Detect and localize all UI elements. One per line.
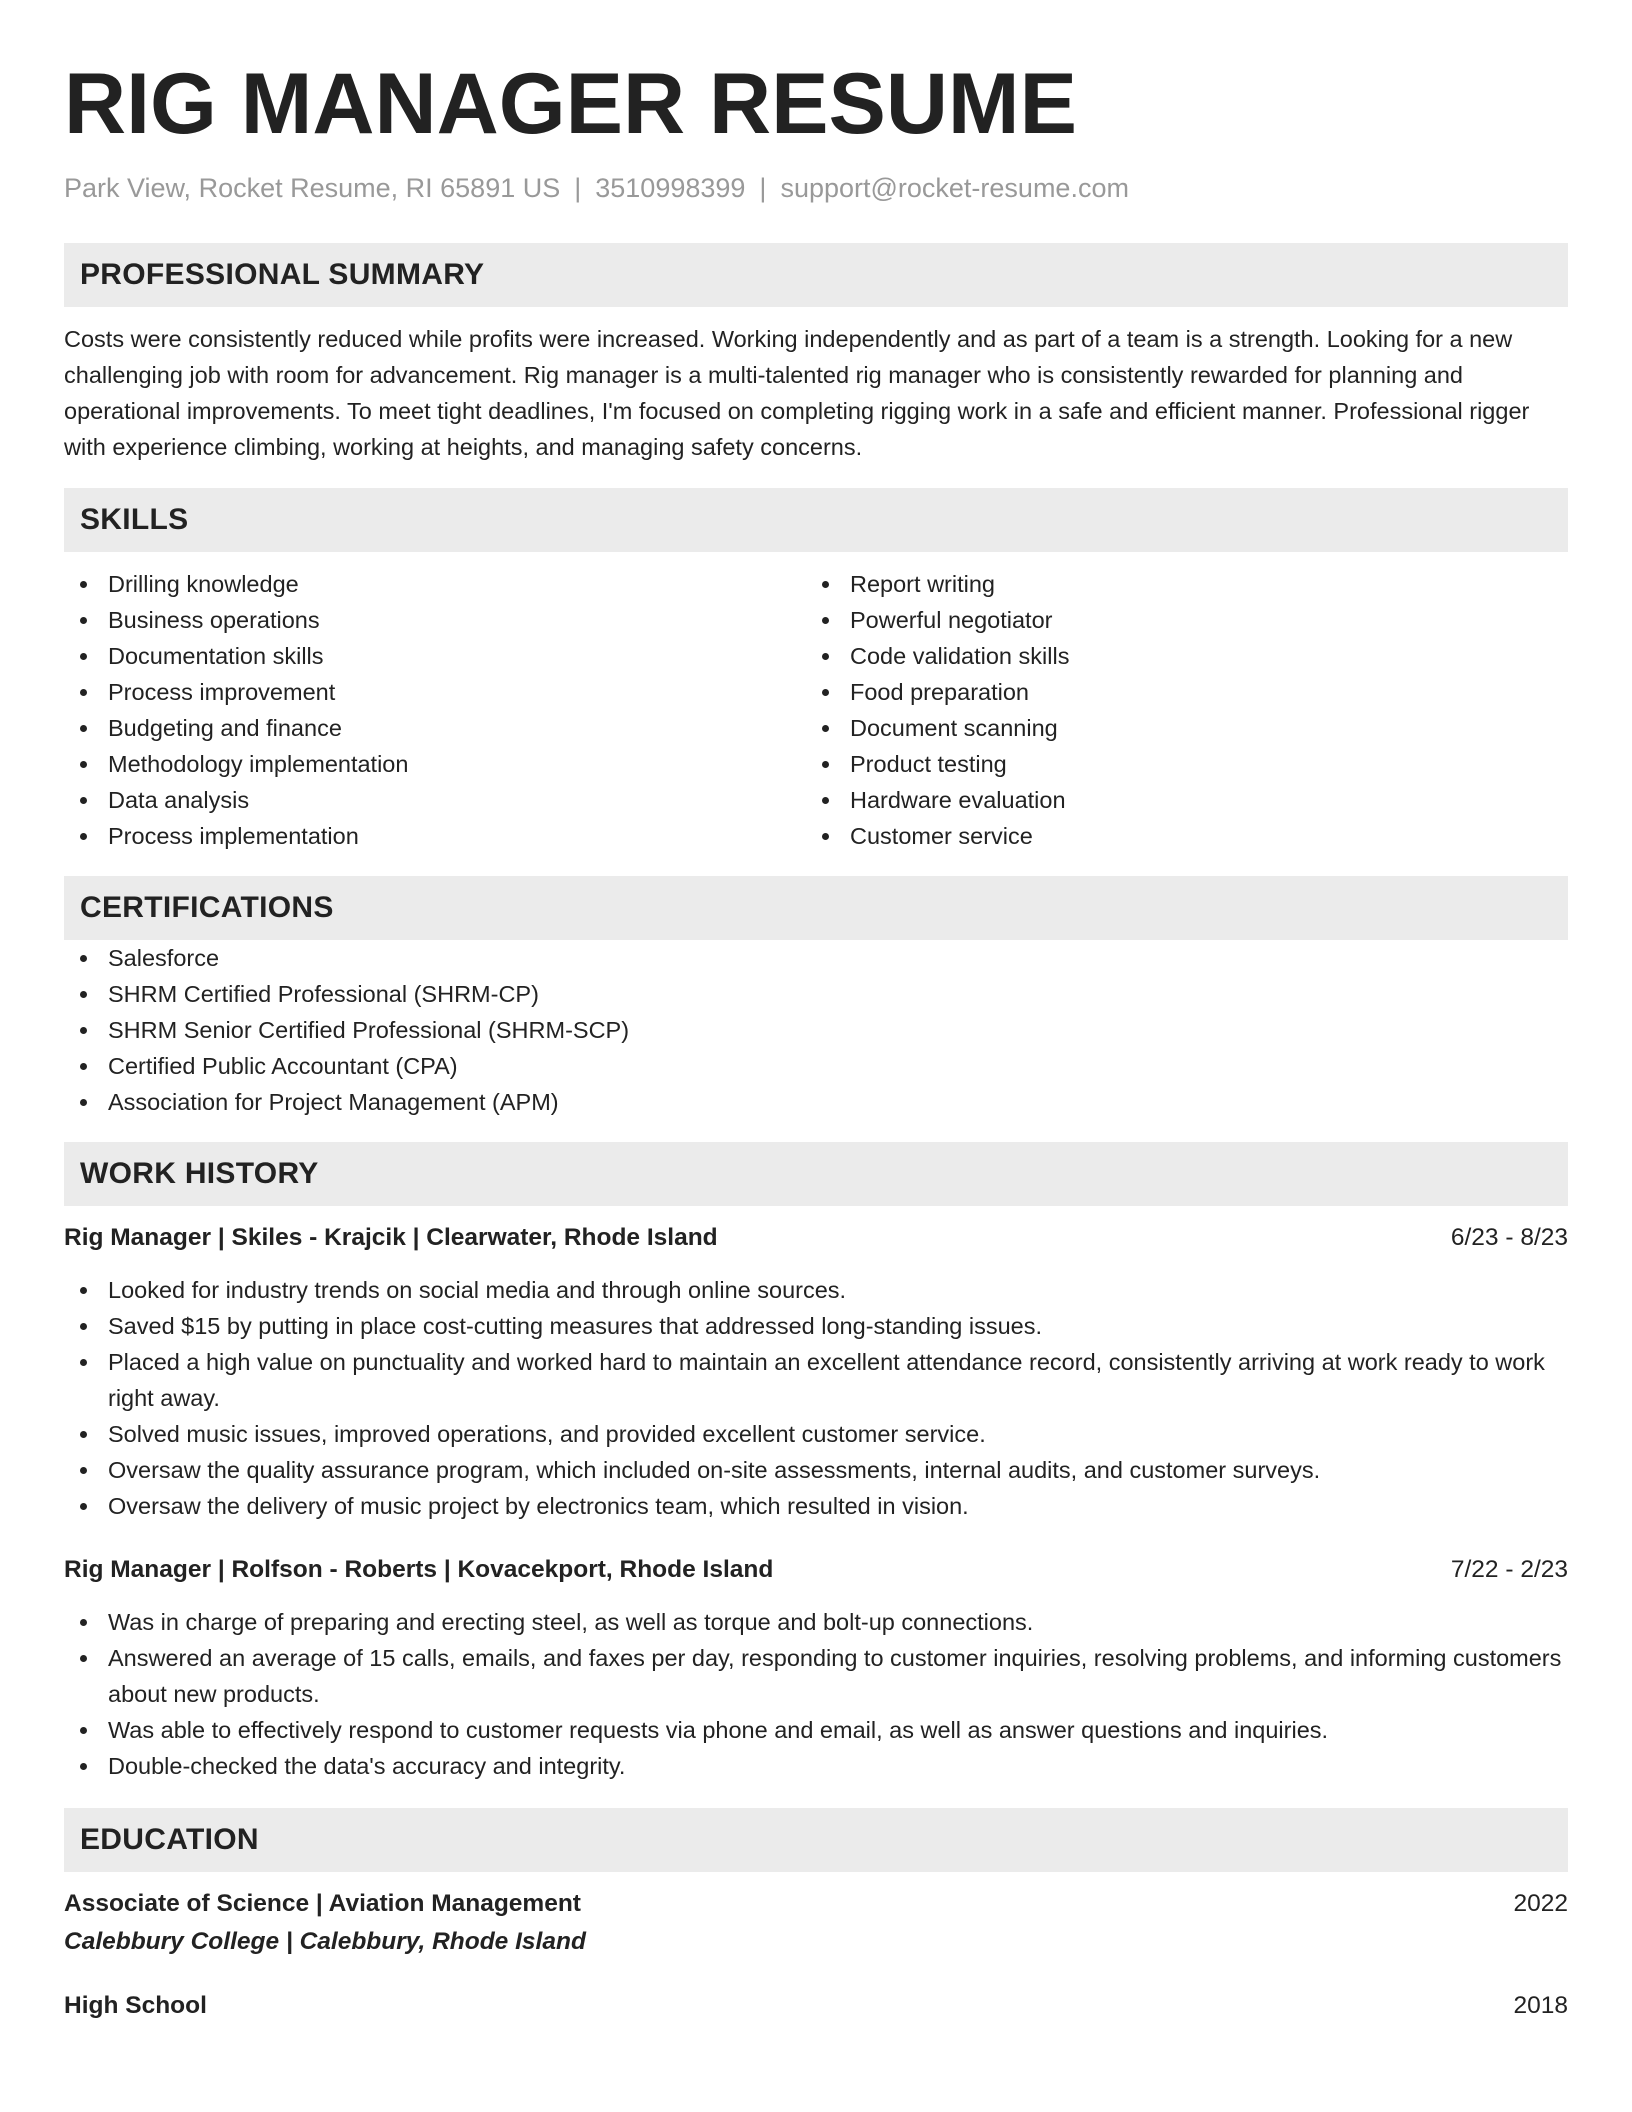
- job-bullet: Was in charge of preparing and erecting steel, as well as torque and bolt-up connections.: [64, 1604, 1568, 1640]
- skill-item: Hardware evaluation: [806, 782, 1548, 818]
- skill-item: Food preparation: [806, 674, 1548, 710]
- certification-item: Certified Public Accountant (CPA): [64, 1048, 1568, 1084]
- job-header: [64, 1220, 1568, 1256]
- skill-item: Document scanning: [806, 710, 1548, 746]
- contact-separator: |: [574, 173, 582, 203]
- education-degree: High School: [64, 1992, 207, 2019]
- skill-item: Code validation skills: [806, 638, 1548, 674]
- contact-separator: |: [759, 173, 767, 203]
- contact-line: [64, 170, 1568, 206]
- job-bullet: Saved $15 by putting in place cost-cutting measures that addressed long-standing issues.: [64, 1308, 1568, 1344]
- skills-right-list: [806, 566, 1548, 854]
- education-entry: [64, 1988, 1568, 2024]
- resume-title: RIG MANAGER RESUME: [64, 56, 1077, 152]
- certification-item: SHRM Certified Professional (SHRM-CP): [64, 976, 1568, 1012]
- summary-text: Costs were consistently reduced while profits were increased. Working independently and as part of a team is a strength. Looking for a new challenging job with room for advancement. Rig manager is a multi-talented rig manager who is consistently rewarded for planning and operational improvements. To meet tight deadlines, I'm focused on completing rigging work in a safe and efficient manner. Professional rigger with experience climbing, working at heights, and managing safety concerns.: [64, 326, 1530, 460]
- job-bullet: Double-checked the data's accuracy and integrity.: [64, 1748, 1568, 1784]
- education-entry: [64, 1886, 1568, 1962]
- skill-item: Methodology implementation: [64, 746, 806, 782]
- job-header: [64, 1552, 1568, 1588]
- certifications-list: [64, 940, 1568, 1120]
- job-bullets: [64, 1604, 1568, 1784]
- skill-item: Business operations: [64, 602, 806, 638]
- skills-grid: [64, 566, 1568, 854]
- job-bullet: Solved music issues, improved operations, and provided excellent customer service.: [64, 1416, 1568, 1452]
- contact-address: Park View, Rocket Resume, RI 65891 US: [64, 173, 561, 203]
- education-degree: Associate of Science | Aviation Management: [64, 1890, 581, 1917]
- job-title: Rig Manager | Skiles - Krajcik | Clearwater, Rhode Island: [64, 1224, 718, 1251]
- skill-item: Process improvement: [64, 674, 806, 710]
- job-bullet: Oversaw the quality assurance program, which included on-site assessments, internal audits, and customer surveys.: [64, 1452, 1568, 1488]
- job-dates: 6/23 - 8/23: [1450, 1224, 1568, 1251]
- education-school: Calebbury College | Calebbury, Rhode Island: [64, 1928, 586, 1955]
- skill-item: Documentation skills: [64, 638, 806, 674]
- education-year: 2018: [1513, 1992, 1568, 2019]
- job-bullet: Placed a high value on punctuality and worked hard to maintain an excellent attendance record, consistently arriving at work ready to work right away.: [64, 1344, 1568, 1416]
- contact-phone: 3510998399: [595, 173, 746, 203]
- skill-item: Powerful negotiator: [806, 602, 1548, 638]
- skill-item: Budgeting and finance: [64, 710, 806, 746]
- skills-heading: SKILLS: [64, 488, 1568, 552]
- summary-heading: PROFESSIONAL SUMMARY: [64, 243, 1568, 307]
- job-bullet: Was able to effectively respond to customer requests via phone and email, as well as answer questions and inquiries.: [64, 1712, 1568, 1748]
- education-heading: EDUCATION: [64, 1808, 1568, 1872]
- job-bullets: [64, 1272, 1568, 1524]
- skill-item: Process implementation: [64, 818, 806, 854]
- skill-item: Data analysis: [64, 782, 806, 818]
- skill-item: Drilling knowledge: [64, 566, 806, 602]
- skill-item: Product testing: [806, 746, 1548, 782]
- certification-item: Association for Project Management (APM): [64, 1084, 1568, 1120]
- certification-item: SHRM Senior Certified Professional (SHRM-SCP): [64, 1012, 1568, 1048]
- job-bullet: Oversaw the delivery of music project by electronics team, which resulted in vision.: [64, 1488, 1568, 1524]
- skill-item: Customer service: [806, 818, 1548, 854]
- job-dates: 7/22 - 2/23: [1450, 1556, 1568, 1583]
- contact-email: support@rocket-resume.com: [780, 173, 1129, 203]
- certifications-heading: CERTIFICATIONS: [64, 876, 1568, 940]
- job-bullet: Looked for industry trends on social media and through online sources.: [64, 1272, 1568, 1308]
- job-title: Rig Manager | Rolfson - Roberts | Kovacekport, Rhode Island: [64, 1556, 774, 1583]
- job-entry: [64, 1552, 1568, 1784]
- education-header: [64, 1988, 1568, 2024]
- work-history-heading: WORK HISTORY: [64, 1142, 1568, 1206]
- certification-item: Salesforce: [64, 940, 1568, 976]
- skills-left-list: [64, 566, 806, 854]
- job-bullet: Answered an average of 15 calls, emails, and faxes per day, responding to customer inquiries, resolving problems, and informing customers about new products.: [64, 1640, 1568, 1712]
- skill-item: Report writing: [806, 566, 1548, 602]
- education-header: [64, 1886, 1568, 1922]
- job-entry: [64, 1220, 1568, 1524]
- education-year: 2022: [1513, 1890, 1568, 1917]
